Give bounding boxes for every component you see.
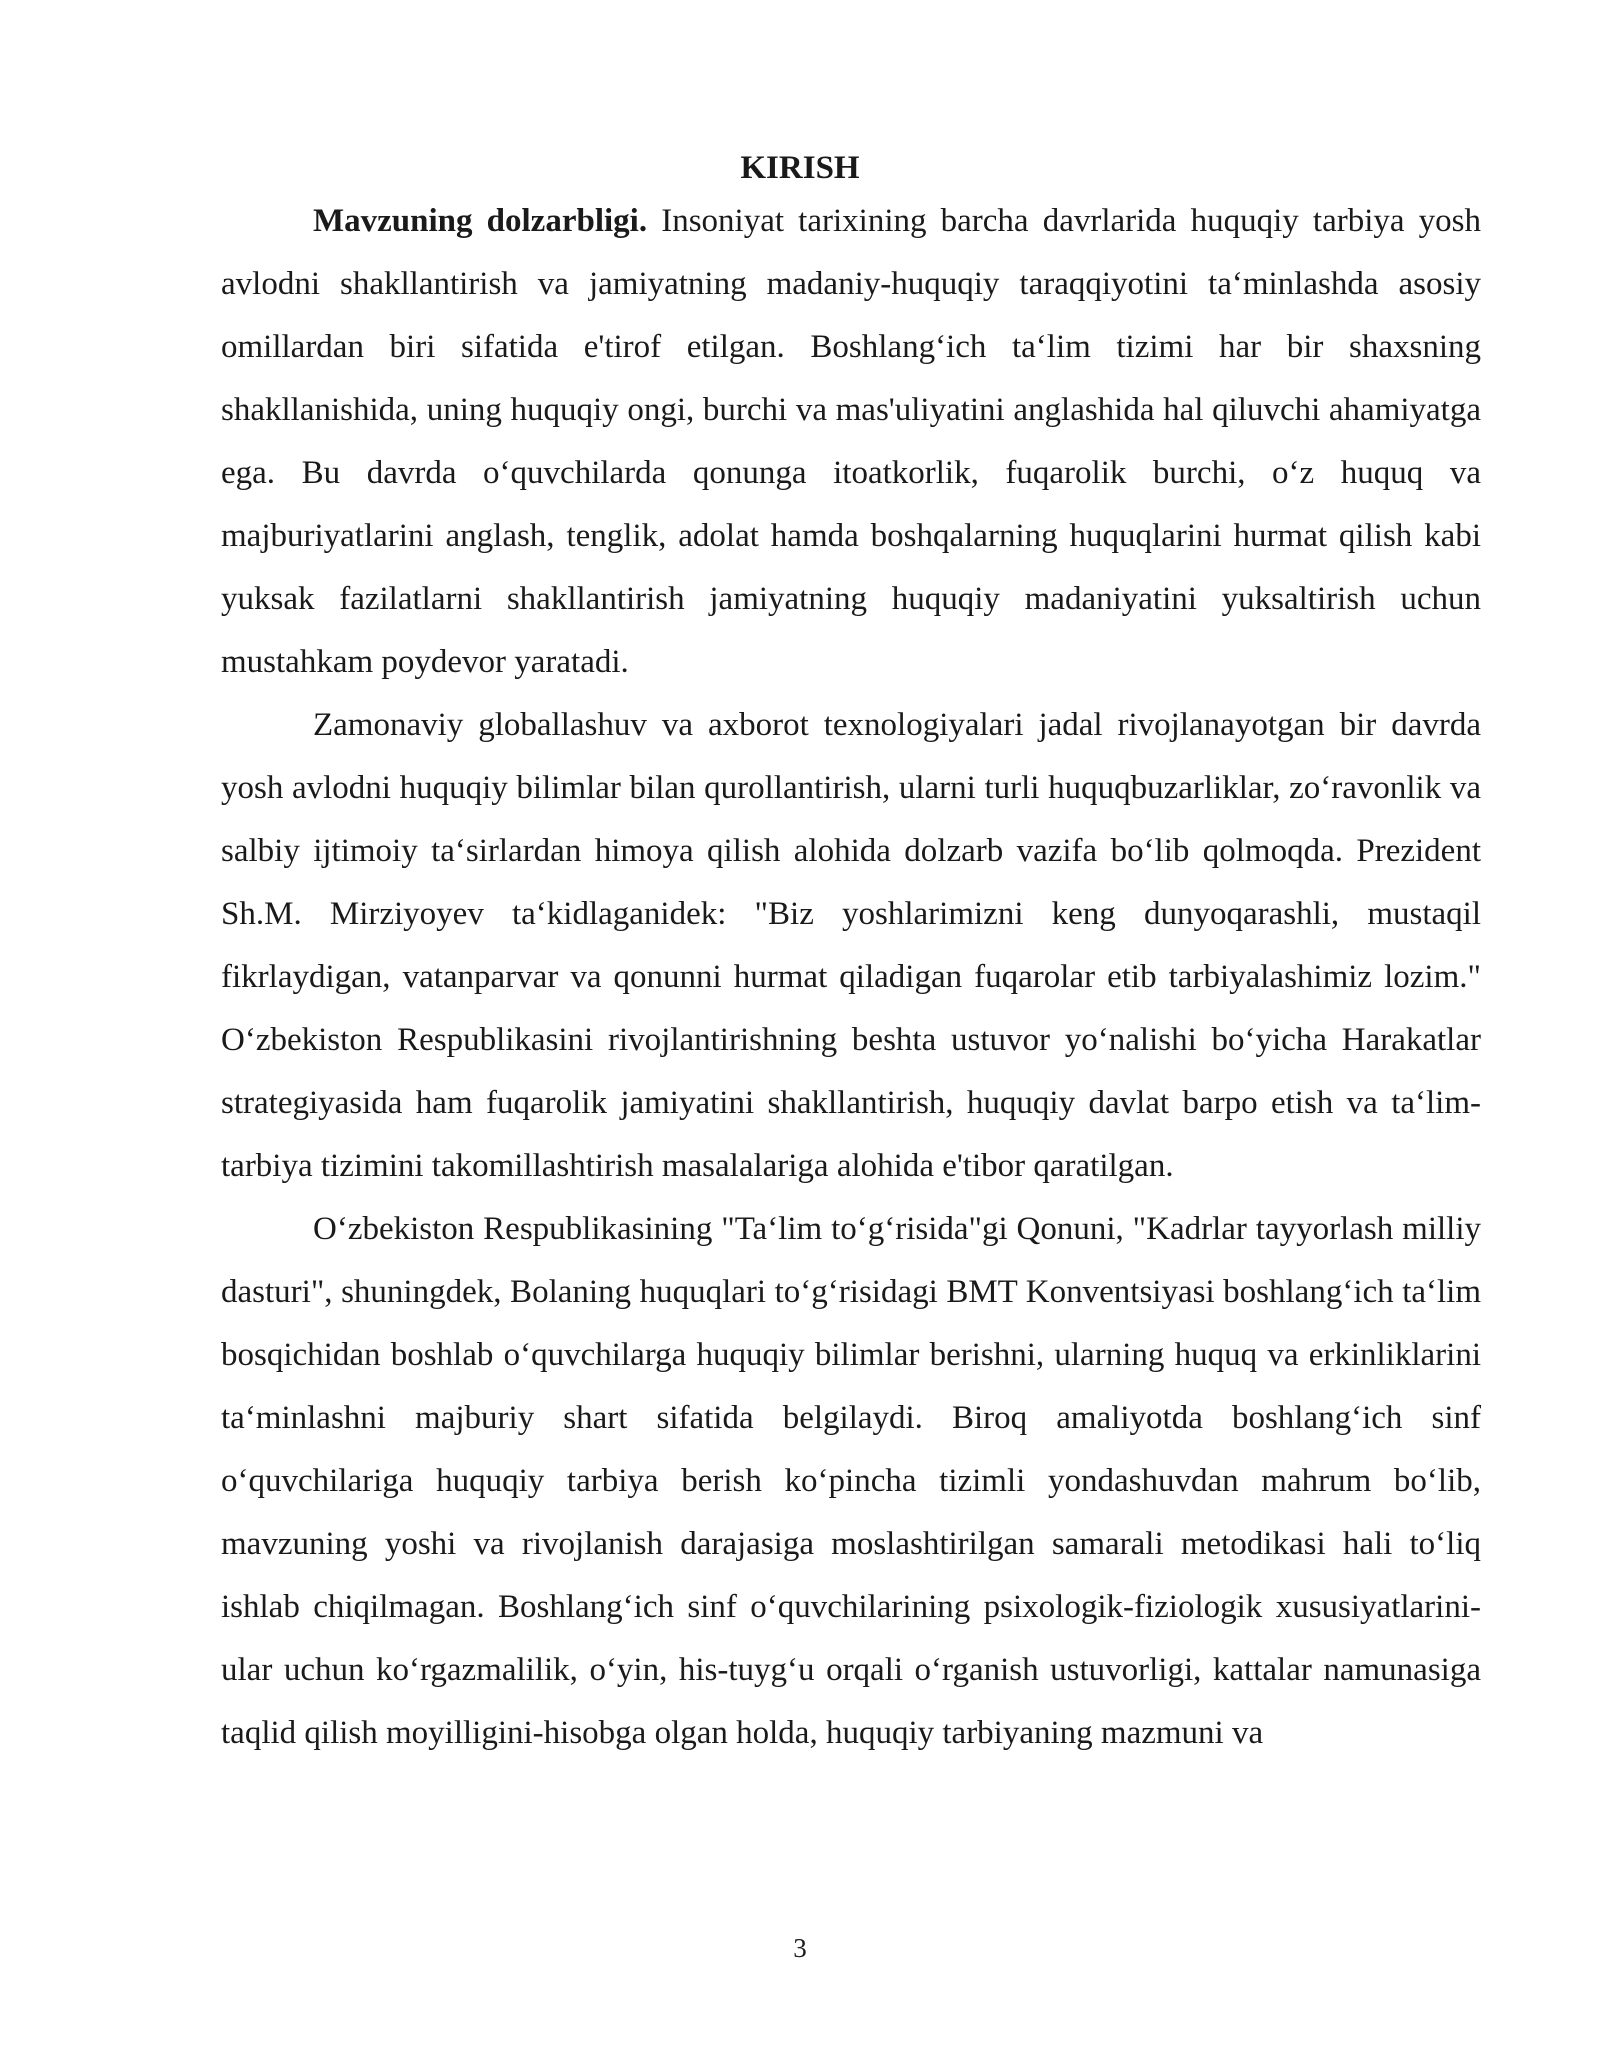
page-number: 3	[793, 1933, 807, 1963]
body-text	[221, 190, 1481, 1765]
paragraph-legislation: O‘zbekiston Respublikasining "Ta‘lim to‘g‘risida"gi Qonuni, "Kadrlar tayyorlash milliy dasturi", shuningdek, Bolaning huquqlari to‘g‘risidagi BMT Konventsiyasi boshlang‘ich ta‘lim bosqichidan boshlab o‘quvchilarga huquqiy bilimlar berishni, ularning huquq va erkinliklarini ta‘minlashni majburiy shart sifatida belgilaydi. Biroq amaliyotda boshlang‘ich sinf o‘quvchilariga huquqiy tarbiya berish ko‘pincha tizimli yondashuvdan mahrum bo‘lib, mavzuning yoshi va rivojlanish darajasiga moslashtirilgan samarali metodikasi hali to‘liq ishlab chiqilmagan. Boshlang‘ich sinf o‘quvchilarining psixologik-fiziologik xususiyatlarini-ular uchun ko‘rgazmalilik, o‘yin, his-tuyg‘u orqali o‘rganish ustuvorligi, kattalar namunasiga taqlid qilish moyilligini-hisobga olgan holda, huquqiy tarbiyaning mazmuni va	[221, 1211, 1481, 1751]
paragraph-globalization: Zamonaviy globallashuv va axborot texnologiyalari jadal rivojlanayotgan bir davrda yosh avlodni huquqiy bilimlar bilan qurollantirish, ularni turli huquqbuzarliklar, zo‘ravonlik va salbiy ijtimoiy ta‘sirlardan himoya qilish alohida dolzarb vazifa bo‘lib qolmoqda. Prezident Sh.M. Mirziyoyev ta‘kidlaganidek: "Biz yoshlarimizni keng dunyoqarashli, mustaqil fikrlaydigan, vatanparvar va qonunni hurmat qiladigan fuqarolar etib tarbiyalashimiz lozim." O‘zbekiston Respublikasini rivojlantirishning beshta ustuvor yo‘nalishi bo‘yicha Harakatlar strategiyasida ham fuqarolik jamiyatini shakllantirish, huquqiy davlat barpo etish va ta‘lim-tarbiya tizimini takomillashtirish masalalariga alohida e'tibor qaratilgan.	[221, 707, 1481, 1184]
paragraph-text: Insoniyat tarixining barcha davrlarida huquqiy tarbiya yosh avlodni shakllantirish va jamiyatning madaniy-huquqiy taraqqiyotini ta‘minlashda asosiy omillardan biri sifatida e'tirof etilgan. Boshlang‘ich ta‘lim tizimi har bir shaxsning shakllanishida, uning huquqiy ongi, burchi va mas'uliyatini anglashida hal qiluvchi ahamiyatga ega. Bu davrda o‘quvchilarda qonunga itoatkorlik, fuqarolik burchi, o‘z huquq va majburiyatlarini anglash, tenglik, adolat hamda boshqalarning huquqlarini hurmat qilish kabi yuksak fazilatlarni shakllantirish jamiyatning huquqiy madaniyatini yuksaltirish uchun mustahkam poydevor yaratadi.	[221, 203, 1481, 680]
section-heading: KIRISH	[740, 150, 860, 186]
paragraph-relevance	[221, 190, 1481, 694]
paragraph-lead: Mavzuning dolzarbligi.	[313, 203, 648, 239]
